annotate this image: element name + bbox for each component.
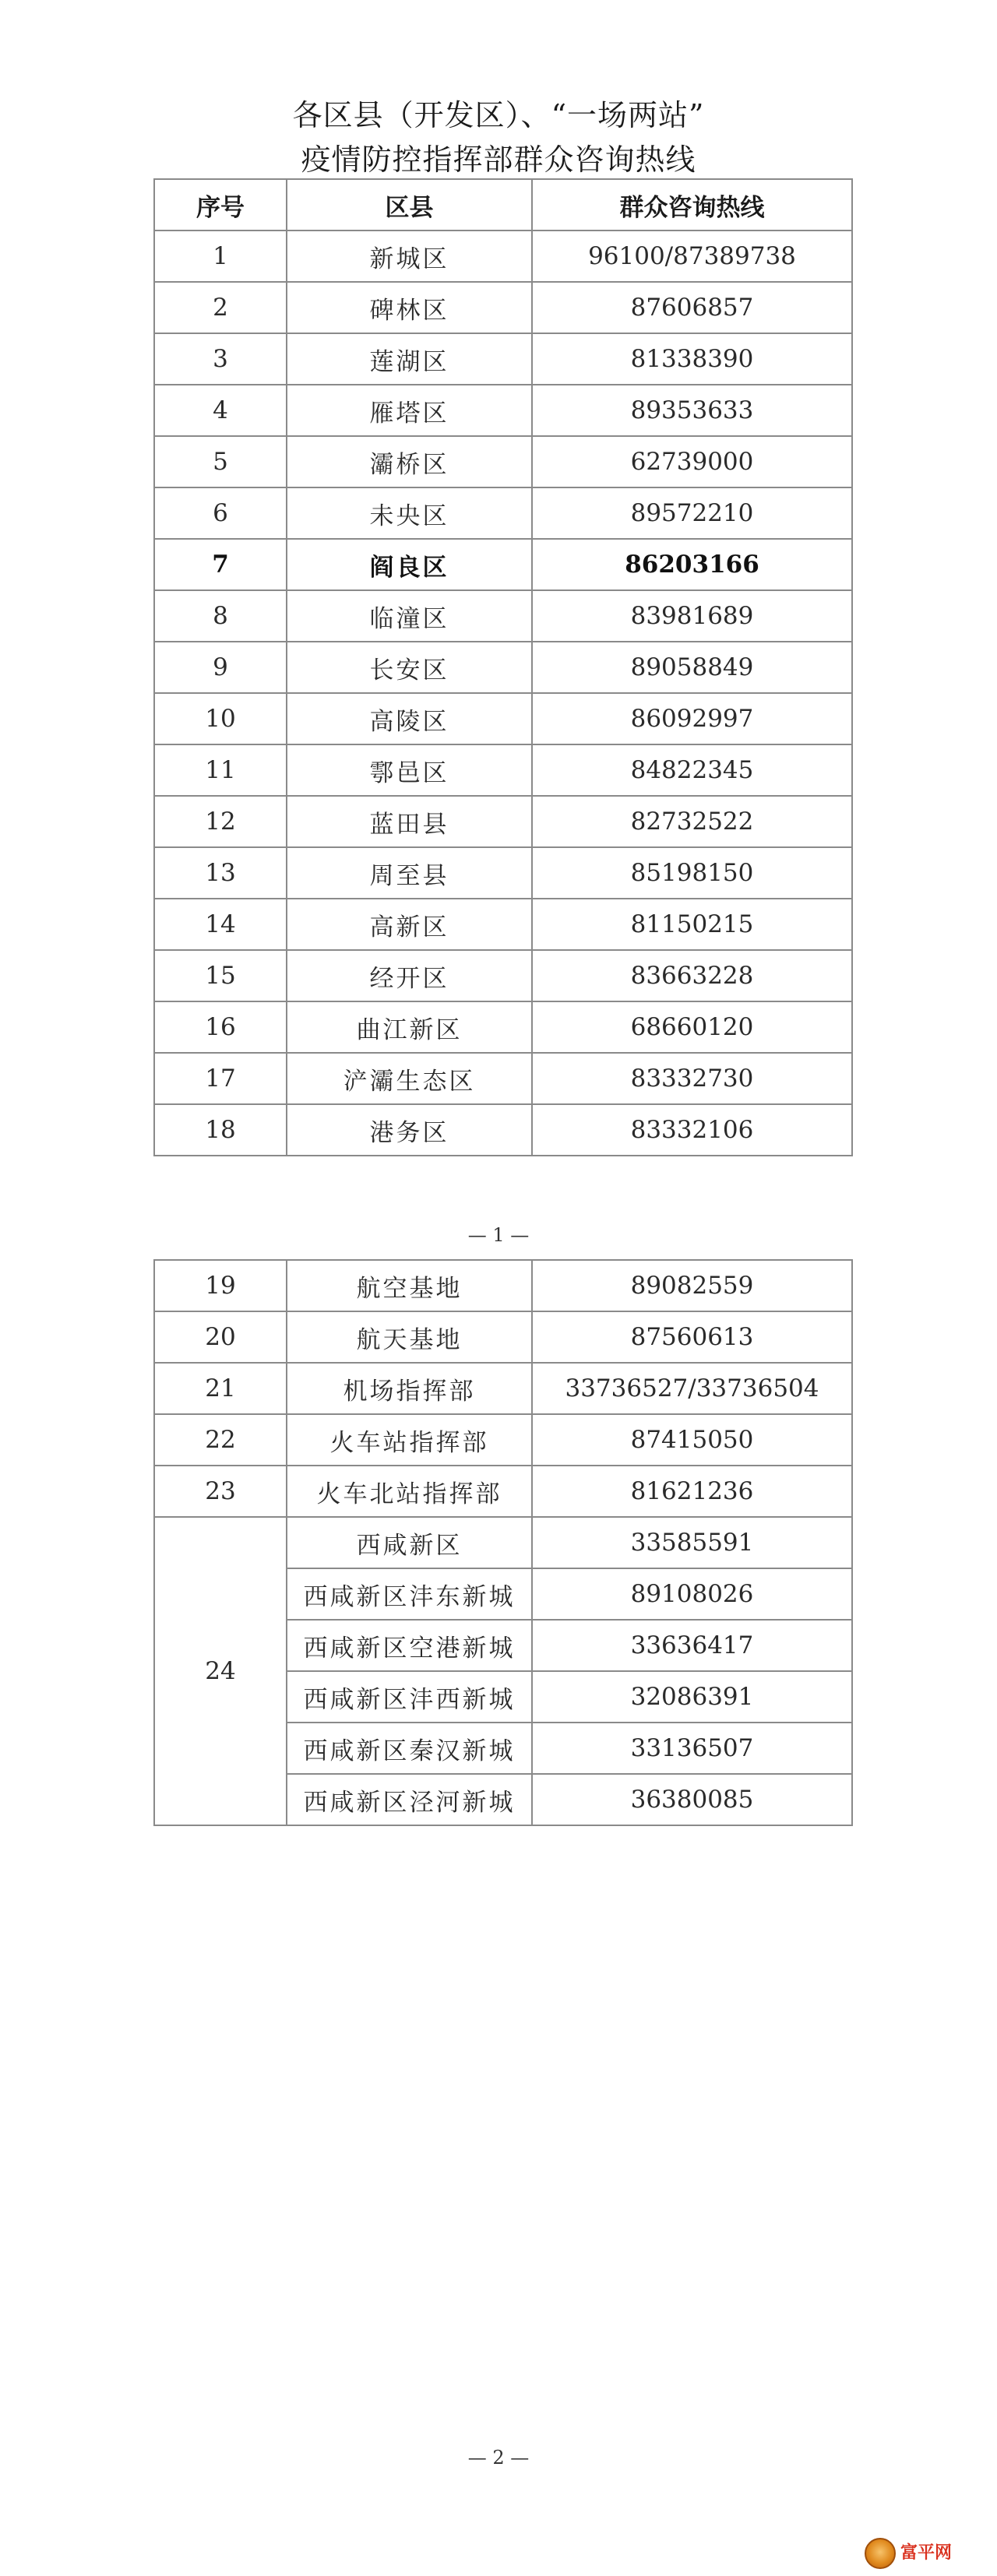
row-phone: 32086391 bbox=[532, 1671, 852, 1723]
row-district: 航空基地 bbox=[287, 1260, 532, 1311]
row-phone: 33636417 bbox=[532, 1620, 852, 1671]
row-district: 浐灞生态区 bbox=[287, 1053, 532, 1104]
row-district: 西咸新区 bbox=[287, 1517, 532, 1568]
row-district: 临潼区 bbox=[287, 590, 532, 642]
row-no-merged: 24 bbox=[154, 1517, 287, 1825]
table-row bbox=[154, 642, 852, 693]
row-phone: 81150215 bbox=[532, 899, 852, 950]
row-no: 7 bbox=[154, 539, 287, 590]
table-row bbox=[154, 1517, 852, 1568]
row-no: 11 bbox=[154, 744, 287, 796]
row-district: 阎良区 bbox=[287, 539, 532, 590]
row-district: 西咸新区空港新城 bbox=[287, 1620, 532, 1671]
row-district: 碑林区 bbox=[287, 282, 532, 333]
row-phone: 81621236 bbox=[532, 1466, 852, 1517]
table-row bbox=[154, 333, 852, 385]
table-row bbox=[154, 590, 852, 642]
row-no: 10 bbox=[154, 693, 287, 744]
row-phone: 83663228 bbox=[532, 950, 852, 1001]
table-row bbox=[154, 1001, 852, 1053]
row-no: 20 bbox=[154, 1311, 287, 1363]
row-district: 蓝田县 bbox=[287, 796, 532, 847]
page-number-2: — 2 — bbox=[467, 2447, 530, 2469]
row-phone: 86092997 bbox=[532, 693, 852, 744]
row-phone: 68660120 bbox=[532, 1001, 852, 1053]
table-row bbox=[154, 899, 852, 950]
table-row bbox=[154, 1414, 852, 1466]
site-watermark bbox=[865, 2536, 989, 2571]
row-phone: 36380085 bbox=[532, 1774, 852, 1825]
table-row bbox=[154, 693, 852, 744]
row-phone: 89353633 bbox=[532, 385, 852, 436]
row-no: 22 bbox=[154, 1414, 287, 1466]
row-phone: 89108026 bbox=[532, 1568, 852, 1620]
row-no: 9 bbox=[154, 642, 287, 693]
hotline-table-page1 bbox=[153, 178, 853, 1156]
table-row bbox=[154, 1311, 852, 1363]
page-number-1: — 1 — bbox=[467, 1224, 530, 1246]
row-no: 16 bbox=[154, 1001, 287, 1053]
table-row bbox=[154, 1104, 852, 1156]
document-title-line2: 疫情防控指挥部群众咨询热线 bbox=[301, 143, 696, 177]
row-district: 莲湖区 bbox=[287, 333, 532, 385]
row-district: 西咸新区泾河新城 bbox=[287, 1774, 532, 1825]
table-row bbox=[154, 796, 852, 847]
row-phone: 33736527/33736504 bbox=[532, 1363, 852, 1414]
row-district: 新城区 bbox=[287, 231, 532, 282]
row-district: 西咸新区沣西新城 bbox=[287, 1671, 532, 1723]
table-row bbox=[154, 385, 852, 436]
row-phone: 89082559 bbox=[532, 1260, 852, 1311]
row-phone: 62739000 bbox=[532, 436, 852, 487]
header-district: 区县 bbox=[287, 179, 532, 231]
watermark-logo-icon bbox=[865, 2538, 896, 2569]
row-district: 曲江新区 bbox=[287, 1001, 532, 1053]
document-title-line1: 各区县（开发区）、“一场两站” bbox=[292, 98, 705, 132]
row-no: 8 bbox=[154, 590, 287, 642]
row-phone: 83981689 bbox=[532, 590, 852, 642]
row-district: 高陵区 bbox=[287, 693, 532, 744]
table-row bbox=[154, 436, 852, 487]
row-phone: 89572210 bbox=[532, 487, 852, 539]
row-phone: 83332730 bbox=[532, 1053, 852, 1104]
row-district: 机场指挥部 bbox=[287, 1363, 532, 1414]
row-phone: 87560613 bbox=[532, 1311, 852, 1363]
row-no: 17 bbox=[154, 1053, 287, 1104]
row-district: 火车站指挥部 bbox=[287, 1414, 532, 1466]
row-no: 4 bbox=[154, 385, 287, 436]
row-district: 灞桥区 bbox=[287, 436, 532, 487]
row-district: 西咸新区沣东新城 bbox=[287, 1568, 532, 1620]
row-district: 未央区 bbox=[287, 487, 532, 539]
row-district: 高新区 bbox=[287, 899, 532, 950]
row-phone: 83332106 bbox=[532, 1104, 852, 1156]
row-phone: 87415050 bbox=[532, 1414, 852, 1466]
row-phone: 82732522 bbox=[532, 796, 852, 847]
row-district: 港务区 bbox=[287, 1104, 532, 1156]
row-district: 雁塔区 bbox=[287, 385, 532, 436]
row-phone: 84822345 bbox=[532, 744, 852, 796]
row-phone: 33136507 bbox=[532, 1723, 852, 1774]
row-phone: 86203166 bbox=[532, 539, 852, 590]
table-row bbox=[154, 1053, 852, 1104]
header-hotline: 群众咨询热线 bbox=[532, 179, 852, 231]
row-district: 周至县 bbox=[287, 847, 532, 899]
table-row bbox=[154, 950, 852, 1001]
hotline-table-page2 bbox=[153, 1259, 853, 1826]
watermark-text bbox=[900, 2544, 952, 2563]
watermark-name: 富平网 bbox=[900, 2543, 953, 2563]
table-row bbox=[154, 847, 852, 899]
row-phone: 87606857 bbox=[532, 282, 852, 333]
row-district: 西咸新区秦汉新城 bbox=[287, 1723, 532, 1774]
table-row bbox=[154, 1466, 852, 1517]
row-no: 6 bbox=[154, 487, 287, 539]
row-no: 13 bbox=[154, 847, 287, 899]
row-district: 经开区 bbox=[287, 950, 532, 1001]
row-no: 2 bbox=[154, 282, 287, 333]
table-row bbox=[154, 1260, 852, 1311]
row-no: 18 bbox=[154, 1104, 287, 1156]
table-row bbox=[154, 282, 852, 333]
table-row bbox=[154, 1363, 852, 1414]
table-row bbox=[154, 744, 852, 796]
row-no: 5 bbox=[154, 436, 287, 487]
row-phone: 96100/87389738 bbox=[532, 231, 852, 282]
row-district: 火车北站指挥部 bbox=[287, 1466, 532, 1517]
row-phone: 81338390 bbox=[532, 333, 852, 385]
row-no: 15 bbox=[154, 950, 287, 1001]
table-row bbox=[154, 487, 852, 539]
row-no: 12 bbox=[154, 796, 287, 847]
row-district: 长安区 bbox=[287, 642, 532, 693]
table-row bbox=[154, 231, 852, 282]
row-district: 航天基地 bbox=[287, 1311, 532, 1363]
row-no: 19 bbox=[154, 1260, 287, 1311]
row-phone: 33585591 bbox=[532, 1517, 852, 1568]
row-phone: 89058849 bbox=[532, 642, 852, 693]
table-header-row bbox=[154, 179, 852, 231]
row-no: 3 bbox=[154, 333, 287, 385]
row-no: 23 bbox=[154, 1466, 287, 1517]
row-no: 14 bbox=[154, 899, 287, 950]
row-no: 21 bbox=[154, 1363, 287, 1414]
row-no: 1 bbox=[154, 231, 287, 282]
table-row bbox=[154, 539, 852, 590]
header-no: 序号 bbox=[154, 179, 287, 231]
row-district: 鄠邑区 bbox=[287, 744, 532, 796]
row-phone: 85198150 bbox=[532, 847, 852, 899]
